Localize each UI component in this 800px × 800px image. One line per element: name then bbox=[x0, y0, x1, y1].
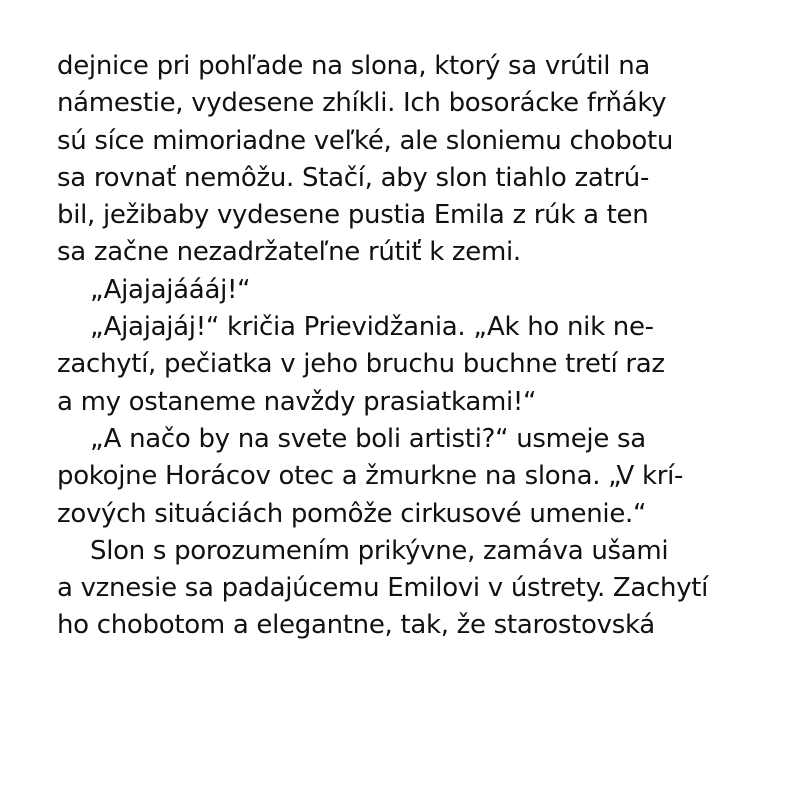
text-line: zachytí, pečiatka v jeho bruchu buchne tretí raz bbox=[57, 349, 665, 380]
text-line: a my ostaneme navždy prasiatkami!“ bbox=[57, 386, 537, 417]
text-line: sa rovnať nemôžu. Stačí, aby slon tiahlo zatrú- bbox=[57, 162, 650, 193]
text-line: „Ajajajáááj!“ bbox=[90, 274, 251, 305]
body-text bbox=[57, 48, 757, 645]
text-line: sú síce mimoriadne veľké, ale sloniemu chobotu bbox=[57, 125, 674, 156]
text-line: ho chobotom a elegantne, tak, že starostovská bbox=[57, 610, 655, 641]
text-line: bil, ježibaby vydesene pustia Emila z rúk a ten bbox=[57, 200, 649, 231]
text-line: Slon s porozumením prikývne, zamáva ušami bbox=[90, 535, 669, 566]
text-line: sa začne nezadržateľne rútiť k zemi. bbox=[57, 237, 521, 268]
text-line: pokojne Horácov otec a žmurkne na slona. „V krí- bbox=[57, 461, 684, 492]
text-line: dejnice pri pohľade na slona, ktorý sa vrútil na bbox=[57, 51, 651, 81]
text-line: „Ajajajáj!“ kričia Prievidžania. „Ak ho nik ne- bbox=[90, 312, 654, 343]
text-line: námestie, vydesene zhíkli. Ich bosorácke frňáky bbox=[57, 88, 667, 119]
text-line: a vznesie sa padajúcemu Emilovi v ústrety. Zachytí bbox=[57, 573, 709, 604]
text-line: „A načo by na svete boli artisti?“ usmeje sa bbox=[90, 423, 646, 454]
text-line: zových situáciách pomôže cirkusové umenie.“ bbox=[57, 498, 647, 529]
